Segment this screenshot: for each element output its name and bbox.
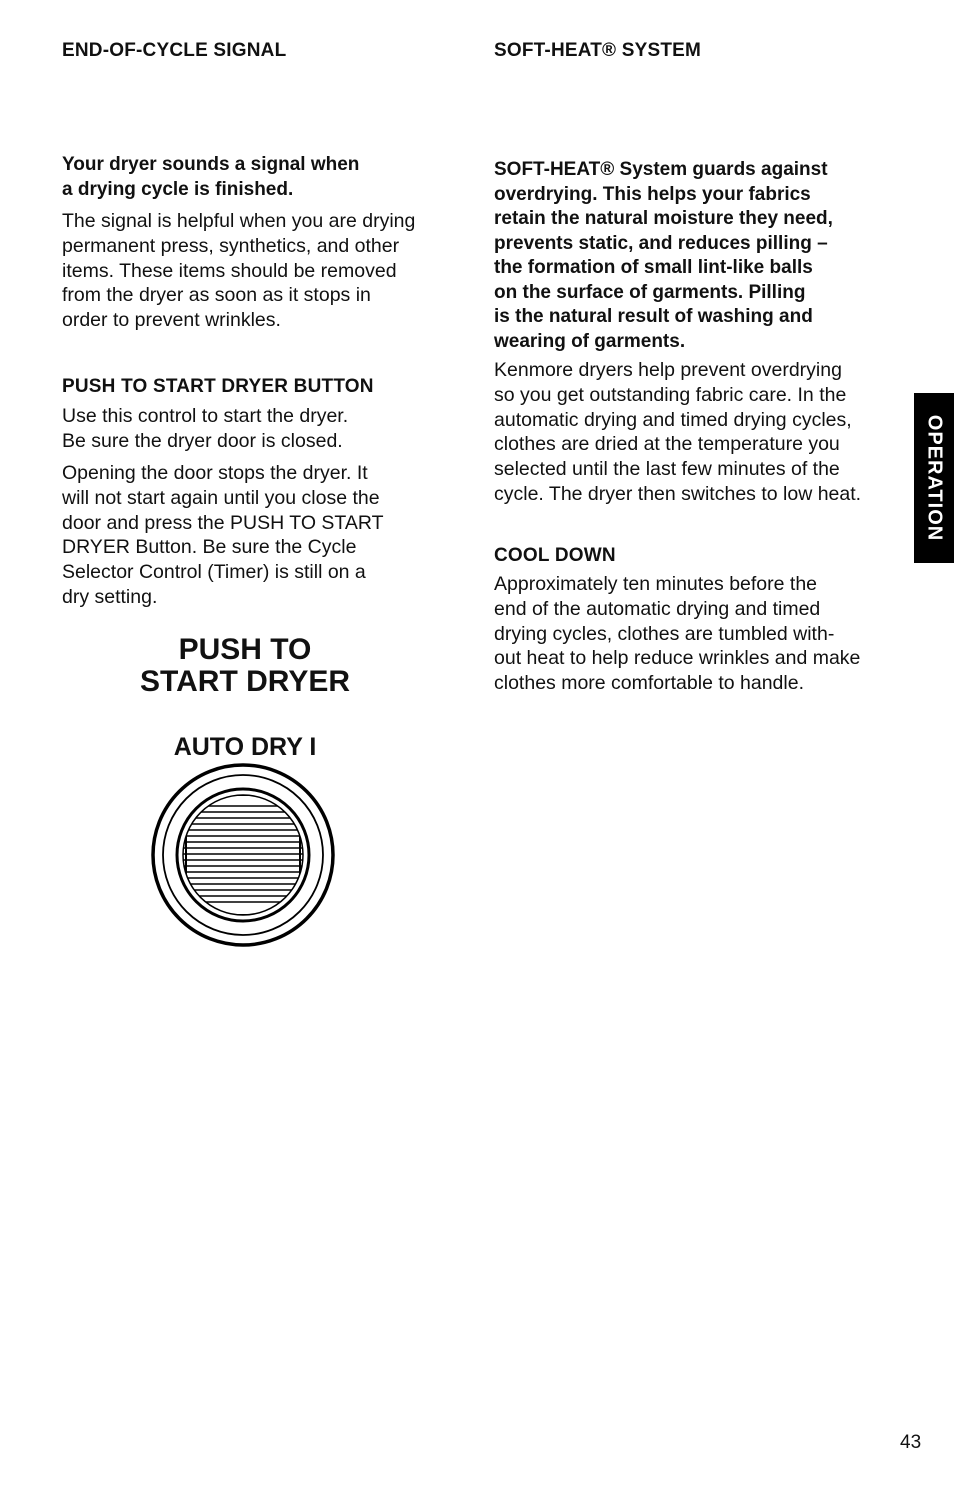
- body-line: order to prevent wrinkles.: [62, 309, 281, 332]
- body-line: out heat to help reduce wrinkles and make: [494, 647, 861, 670]
- lead-line: wearing of garments.: [494, 330, 686, 352]
- push-label-line: START DRYER: [140, 665, 350, 698]
- body-line: items. These items should be removed: [62, 259, 397, 282]
- push-to-start-para1: [62, 404, 348, 454]
- body-line: end of the automatic drying and timed: [494, 597, 821, 620]
- side-tab-label: OPERATION: [923, 414, 946, 542]
- lead-line: prevents static, and reduces pilling –: [494, 232, 828, 254]
- lead-line: overdrying. This helps your fabrics: [494, 183, 811, 205]
- lead-line: a drying cycle is finished.: [62, 178, 294, 200]
- body-line: from the dryer as soon as it stops in: [62, 284, 371, 307]
- cool-down-heading: COOL DOWN: [494, 545, 616, 566]
- push-to-start-label: [100, 634, 390, 698]
- push-label-line: PUSH TO: [178, 633, 312, 666]
- body-line: automatic drying and timed drying cycles,: [494, 408, 852, 431]
- body-line: The signal is helpful when you are drying: [62, 210, 416, 232]
- soft-heat-lead: [494, 158, 833, 354]
- body-line: so you get outstanding fabric care. In the: [494, 383, 847, 406]
- body-line: dry setting.: [62, 585, 158, 608]
- body-line: drying cycles, clothes are tumbled with-: [494, 622, 835, 645]
- push-to-start-heading: PUSH TO START DRYER BUTTON: [62, 376, 374, 397]
- lead-line: retain the natural moisture they need,: [494, 208, 833, 229]
- start-button-icon: [150, 762, 336, 948]
- push-to-start-para2: [62, 461, 384, 610]
- cool-down-body: [494, 572, 860, 696]
- body-line: clothes more comfortable to handle.: [494, 672, 805, 695]
- body-line: Opening the door stops the dryer. It: [62, 462, 368, 484]
- body-line: clothes are dried at the temperature you: [494, 433, 840, 456]
- lead-line: SOFT-HEAT® System guards against: [494, 159, 828, 180]
- body-line: selected until the last few minutes of the: [494, 458, 840, 481]
- lead-line: is the natural result of washing and: [494, 306, 813, 327]
- body-line: permanent press, synthetics, and other: [62, 234, 400, 257]
- auto-dry-label: AUTO DRY I: [173, 733, 317, 761]
- body-line: DRYER Button. Be sure the Cycle: [62, 536, 357, 559]
- operation-side-tab: [914, 393, 954, 563]
- page-number: 43: [900, 1432, 922, 1453]
- body-line: Selector Control (Timer) is still on a: [62, 561, 366, 584]
- soft-heat-heading: SOFT-HEAT® SYSTEM: [494, 40, 702, 61]
- body-line: cycle. The dryer then switches to low heat.: [494, 482, 862, 505]
- body-line: Kenmore dryers help prevent overdrying: [494, 359, 842, 381]
- body-line: Be sure the dryer door is closed.: [62, 429, 343, 452]
- body-line: Use this control to start the dryer.: [62, 405, 349, 427]
- lead-line: Your dryer sounds a signal when: [62, 154, 360, 175]
- end-of-cycle-heading: END-OF-CYCLE SIGNAL: [62, 40, 287, 61]
- end-of-cycle-lead: [62, 153, 359, 202]
- lead-line: the formation of small lint-like balls: [494, 257, 813, 278]
- body-line: door and press the PUSH TO START: [62, 511, 384, 534]
- body-line: Approximately ten minutes before the: [494, 573, 818, 595]
- lead-line: on the surface of garments. Pilling: [494, 281, 806, 303]
- end-of-cycle-body: [62, 209, 415, 333]
- body-line: will not start again until you close the: [62, 486, 380, 509]
- soft-heat-body: [494, 358, 861, 507]
